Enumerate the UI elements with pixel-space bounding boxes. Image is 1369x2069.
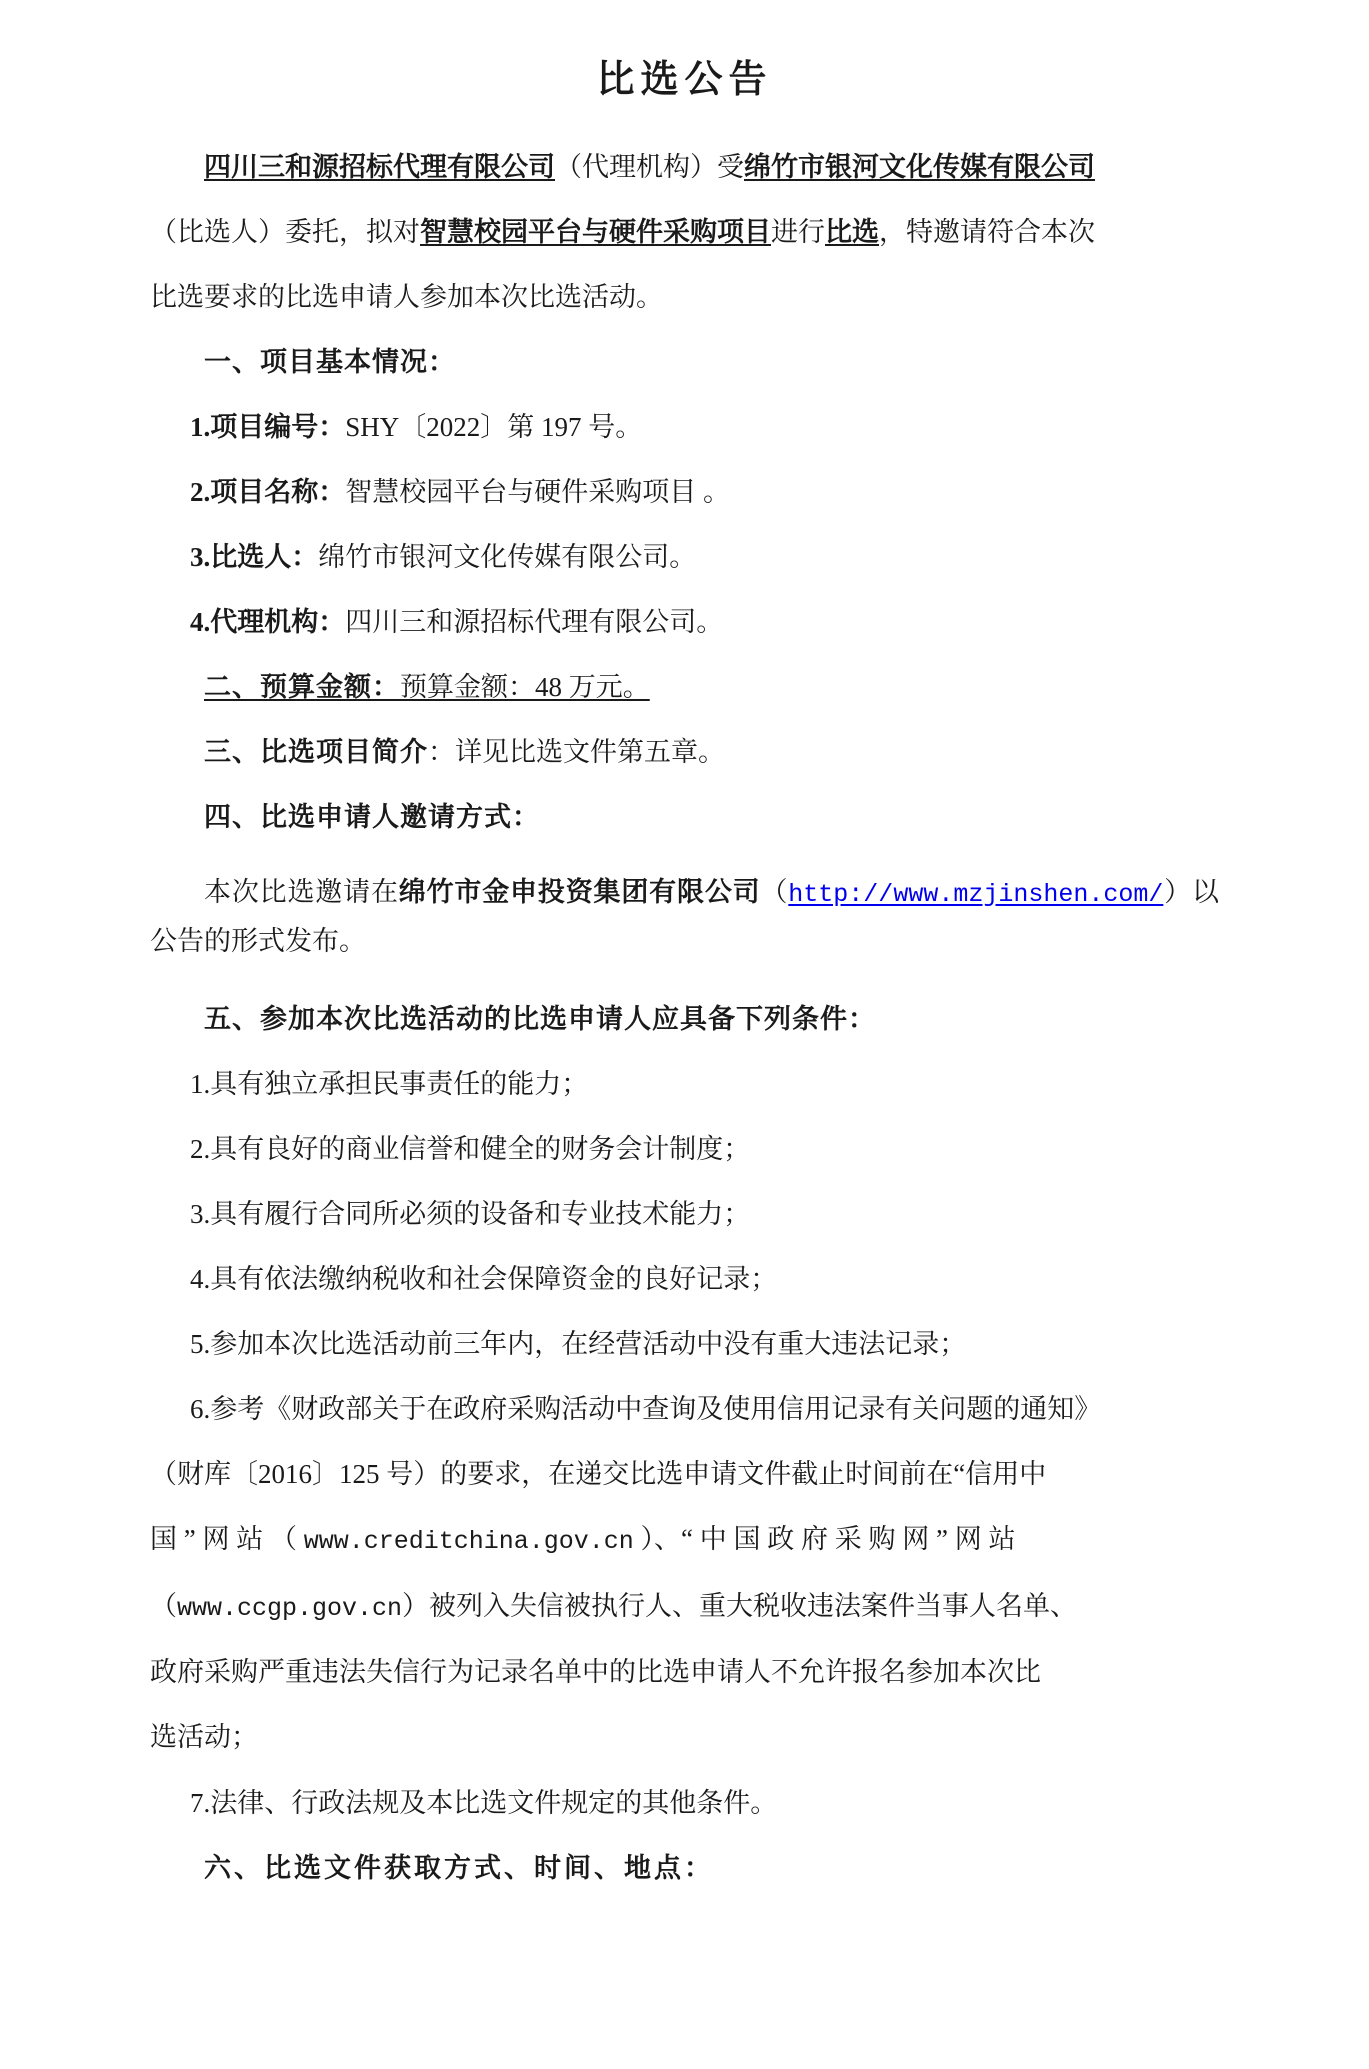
- section-5-item-6-line4: [150, 1582, 1219, 1632]
- agency-paren: （代理机构）: [555, 152, 717, 182]
- item-label: 3.比选人：: [190, 542, 319, 573]
- section-1-item-3: [150, 533, 1219, 581]
- section-3-value: ：详见比选文件第五章。: [428, 737, 725, 768]
- page-title: 比选公告: [596, 59, 773, 101]
- intro-line2-b: 进行: [771, 217, 825, 248]
- section-5-item-6-line5: 政府采购严重违法失信行为记录名单中的比选申请人不允许报名参加本次比: [150, 1657, 1041, 1688]
- agency-name: 四川三和源招标代理有限公司: [204, 152, 555, 182]
- intro-paragraph-line3: 比选要求的比选申请人参加本次比选活动。: [150, 282, 663, 313]
- section-2: [150, 663, 1219, 711]
- item-value: 四川三和源招标代理有限公司。: [345, 607, 724, 638]
- section-5-item-3: 3.具有履行合同所必须的设备和专业技术能力；: [190, 1199, 751, 1230]
- creditchina-url[interactable]: www.creditchina.gov.cn: [303, 1527, 634, 1557]
- line4-b: ）被列入失信被执行人、重大税收违法案件当事人名单、: [402, 1590, 1078, 1621]
- section-4-body: [150, 868, 1219, 966]
- item-value: SHY〔2022〕第 197 号。: [345, 412, 643, 443]
- website-link[interactable]: http://www.mzjinshen.com/: [788, 879, 1164, 909]
- section-5-item-6-line2: （财库〔2016〕125 号）的要求，在递交比选申请文件截止时间前在“信用中: [150, 1459, 1047, 1490]
- section-1-heading: 一、项目基本情况：: [204, 347, 456, 378]
- line3-a: 国 ” 网 站 （: [150, 1524, 304, 1555]
- intro-paragraph: [150, 143, 1219, 191]
- bixuan-word: 比选: [825, 217, 879, 248]
- project-name: 智慧校园平台与硬件采购项目: [420, 217, 771, 248]
- intro-paragraph-line2: [150, 208, 1219, 256]
- item-value: 绵竹市银河文化传媒有限公司。: [318, 542, 697, 573]
- intro-line2-a: （比选人）委托，拟对: [150, 217, 420, 248]
- line4-a: （: [150, 1590, 177, 1621]
- paren-close: ）: [1163, 876, 1193, 907]
- section-5-heading: 五、参加本次比选活动的比选申请人应具备下列条件：: [204, 1004, 876, 1035]
- section-1-item-4: [150, 598, 1219, 646]
- section-5-item-2: 2.具有良好的商业信誉和健全的财务会计制度；: [190, 1134, 751, 1165]
- section-4-body-a: 本次比选邀请在: [204, 876, 399, 907]
- section-4-body-b: 以公告的形式发布。: [150, 876, 1220, 957]
- section-5-item-6-line6: 选活动；: [150, 1722, 258, 1753]
- section-5-item-4: 4.具有依法缴纳税收和社会保障资金的良好记录；: [190, 1264, 778, 1295]
- section-2-value: 预算金额：48 万元。: [400, 672, 650, 703]
- section-3: [150, 728, 1219, 776]
- section-1-item-2: [150, 468, 1219, 516]
- section-4-heading: 四、比选申请人邀请方式：: [204, 802, 540, 833]
- item-label: 2.项目名称：: [190, 477, 346, 508]
- intro-line2-c: ，特邀请符合本次: [879, 217, 1095, 248]
- ccgp-url[interactable]: www.ccgp.gov.cn: [177, 1593, 403, 1623]
- section-2-heading: 二、预算金额：: [204, 672, 400, 703]
- section-5-item-6-lead: 6.参考《财政部关于在政府采购活动中查询及使用信用记录有关问题的通知》: [190, 1394, 1102, 1425]
- section-5-item-6-line3: [150, 1515, 1219, 1565]
- section-5-item-5: 5.参加本次比选活动前三年内，在经营活动中没有重大违法记录；: [190, 1329, 967, 1360]
- item-value: 智慧校园平台与硬件采购项目 。: [345, 477, 730, 508]
- intro-shou: 受: [717, 152, 744, 182]
- section-5-item-7: 7.法律、行政法规及本比选文件规定的其他条件。: [190, 1787, 778, 1818]
- paren-open: （: [760, 876, 789, 907]
- section-3-heading: 三、比选项目简介: [204, 737, 428, 768]
- item-label: 4.代理机构：: [190, 607, 346, 638]
- section-5-item-1: 1.具有独立承担民事责任的能力；: [190, 1069, 589, 1100]
- owner-name: 绵竹市银河文化传媒有限公司: [744, 152, 1095, 182]
- item-label: 1.项目编号：: [190, 412, 346, 443]
- invite-org-name: 绵竹市金申投资集团有限公司: [398, 876, 761, 907]
- section-6-heading: 六、比选文件获取方式、时间、地点：: [204, 1852, 714, 1883]
- section-1-item-1: [150, 403, 1219, 451]
- line3-b: ）、“ 中 国 政 府 采 购 网 ” 网 站: [633, 1524, 1016, 1555]
